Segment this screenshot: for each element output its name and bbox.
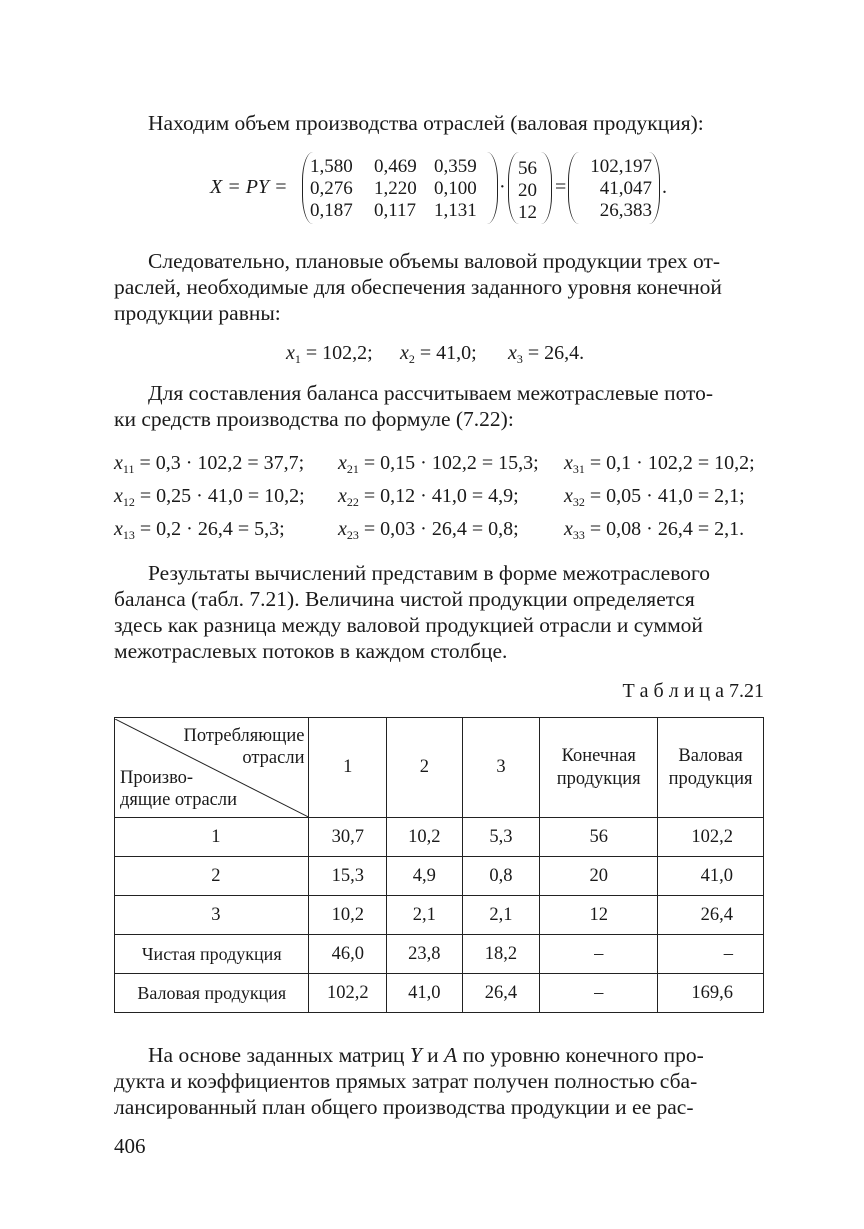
matrix-p-cell: 1,131 [434, 200, 477, 221]
x3-value: $x_3 = 26,4$. [508, 342, 585, 366]
matrix-p-cell: 0,187 [310, 200, 353, 221]
paren-right [487, 152, 498, 224]
flow-equation: $x_{33} = 0,08 \cdot 26,4 = 2,1$. [564, 518, 745, 542]
flow-row [114, 516, 764, 544]
table-cell: 10,2 [309, 896, 387, 935]
matrix-p-cell: 0,469 [374, 156, 417, 177]
flow-equation: $x_{32} = 0,05 \cdot 41,0 = 2,1$; [564, 485, 745, 509]
table-row [115, 818, 764, 857]
flow-equation: $x_{22} = 0,12 \cdot 41,0 = 4,9$; [338, 485, 519, 509]
table-cell: 41,0 [387, 974, 463, 1013]
row-label-cell: 3 [115, 896, 309, 935]
header-final-product: Конечная продукция [540, 718, 658, 818]
period: . [662, 176, 667, 198]
flow-row [114, 483, 764, 511]
corner-bottom-label: Произво- дящие отрасли [120, 767, 238, 810]
table-body [115, 818, 764, 1013]
table-cell: – [658, 935, 764, 974]
flow-equation: $x_{13} = 0,2 \cdot 26,4 = 5,3$; [114, 518, 285, 542]
corner-cell [115, 718, 309, 818]
para2-line1: Для составления баланса рассчитываем межотраслевые пото- [148, 381, 714, 405]
vector-y-cell: 56 [518, 158, 537, 179]
para4-line3: лансированный план общего производства продукции и ее рас- [114, 1095, 694, 1119]
table-cell: 15,3 [309, 857, 387, 896]
header-gross-product: Валовая продукция [658, 718, 764, 818]
paren-left [568, 152, 579, 224]
para4-line1: На основе заданных матриц Y и A по уровню конечного про- [148, 1043, 704, 1067]
table-cell: – [540, 974, 658, 1013]
para2-line2: ки средств производства по формуле (7.22): [114, 407, 514, 431]
para1-line1: Следовательно, плановые объемы валовой продукции трех от- [148, 249, 721, 273]
table-row [115, 935, 764, 974]
corner-top-label: Потребляющие отрасли [183, 725, 305, 768]
table-cell: 169,6 [658, 974, 764, 1013]
matrix-p-cell: 0,276 [310, 178, 353, 199]
table-cell: 41,0 [658, 857, 764, 896]
para1-line2: раслей, необходимые для обеспечения заданного уровня конечной [114, 275, 722, 299]
row-label-cell: Чистая продукция [115, 935, 309, 974]
table-cell: 56 [540, 818, 658, 857]
x-values [114, 340, 764, 368]
table-cell: 4,9 [387, 857, 463, 896]
row-label-cell: 1 [115, 818, 309, 857]
matrix-p-cell: 1,580 [310, 156, 353, 177]
table-cell: – [540, 935, 658, 974]
table-header-row [115, 718, 764, 818]
para3-line4: межотраслевых потоков в каждом столбце. [114, 639, 508, 663]
flow-equation: $x_{23} = 0,03 \cdot 26,4 = 0,8$; [338, 518, 519, 542]
matrix-p-cell: 1,220 [374, 178, 417, 199]
flow-equation: $x_{11} = 0,3 \cdot 102,2 = 37,7$; [114, 452, 305, 476]
row-label-cell: Валовая продукция [115, 974, 309, 1013]
table-cell: 12 [540, 896, 658, 935]
para3-line1: Результаты вычислений представим в форме межотраслевого [148, 561, 711, 585]
flow-equation: $x_{12} = 0,25 \cdot 41,0 = 10,2$; [114, 485, 305, 509]
para3-line3: здесь как разница между валовой продукцией отрасли и суммой [114, 613, 703, 637]
header-col-2: 2 [387, 718, 463, 818]
para1-line3: продукции равны: [114, 301, 281, 325]
table-cell: 18,2 [462, 935, 540, 974]
table-cell: 23,8 [387, 935, 463, 974]
equals-sign: = [555, 176, 567, 198]
flow-equation: $x_{21} = 0,15 \cdot 102,2 = 15,3$; [338, 452, 539, 476]
flow-row [114, 450, 764, 478]
dot-operator: · [499, 176, 506, 198]
vector-y-cell: 12 [518, 202, 537, 223]
table-row [115, 974, 764, 1013]
table-cell: 2,1 [387, 896, 463, 935]
table-cell: 102,2 [309, 974, 387, 1013]
table-row [115, 857, 764, 896]
x1-value: $x_1 = 102,2$; [286, 342, 373, 366]
table-cell: 10,2 [387, 818, 463, 857]
vector-x-cell: 41,047 [599, 178, 652, 199]
table-cell: 2,1 [462, 896, 540, 935]
x2-value: $x_2 = 41,0$; [400, 342, 477, 366]
table-cell: 20 [540, 857, 658, 896]
header-col-3: 3 [462, 718, 540, 818]
vector-x-cell: 26,383 [599, 200, 652, 221]
row-label-cell: 2 [115, 857, 309, 896]
matrix-p-cell: 0,100 [434, 178, 477, 199]
matrix-p-cell: 0,117 [374, 200, 417, 221]
table-row [115, 896, 764, 935]
table-cell: 0,8 [462, 857, 540, 896]
para4-line2: дукта и коэффициентов прямых затрат получен полностью сба- [114, 1069, 698, 1093]
table-cell: 46,0 [309, 935, 387, 974]
matrix-lhs: X = PY = [210, 176, 288, 198]
table-cell: 26,4 [658, 896, 764, 935]
matrix-equation [210, 152, 690, 226]
matrix-p-cell: 0,359 [434, 156, 477, 177]
paren-right [541, 152, 552, 224]
header-col-1: 1 [309, 718, 387, 818]
vector-x-cell: 102,197 [590, 156, 652, 177]
table-caption: Т а б л и ц а 7.21 [622, 680, 764, 702]
para3-line2: баланса (табл. 7.21). Величина чистой продукции определяется [114, 587, 695, 611]
table-cell: 30,7 [309, 818, 387, 857]
balance-table [114, 717, 764, 1013]
flow-equation: $x_{31} = 0,1 \cdot 102,2 = 10,2$; [564, 452, 755, 476]
table-cell: 26,4 [462, 974, 540, 1013]
intro-line: Находим объем производства отраслей (валовая продукция): [148, 111, 704, 135]
table-cell: 102,2 [658, 818, 764, 857]
table-cell: 5,3 [462, 818, 540, 857]
vector-y-cell: 20 [518, 180, 537, 201]
page-number: 406 [114, 1134, 146, 1158]
